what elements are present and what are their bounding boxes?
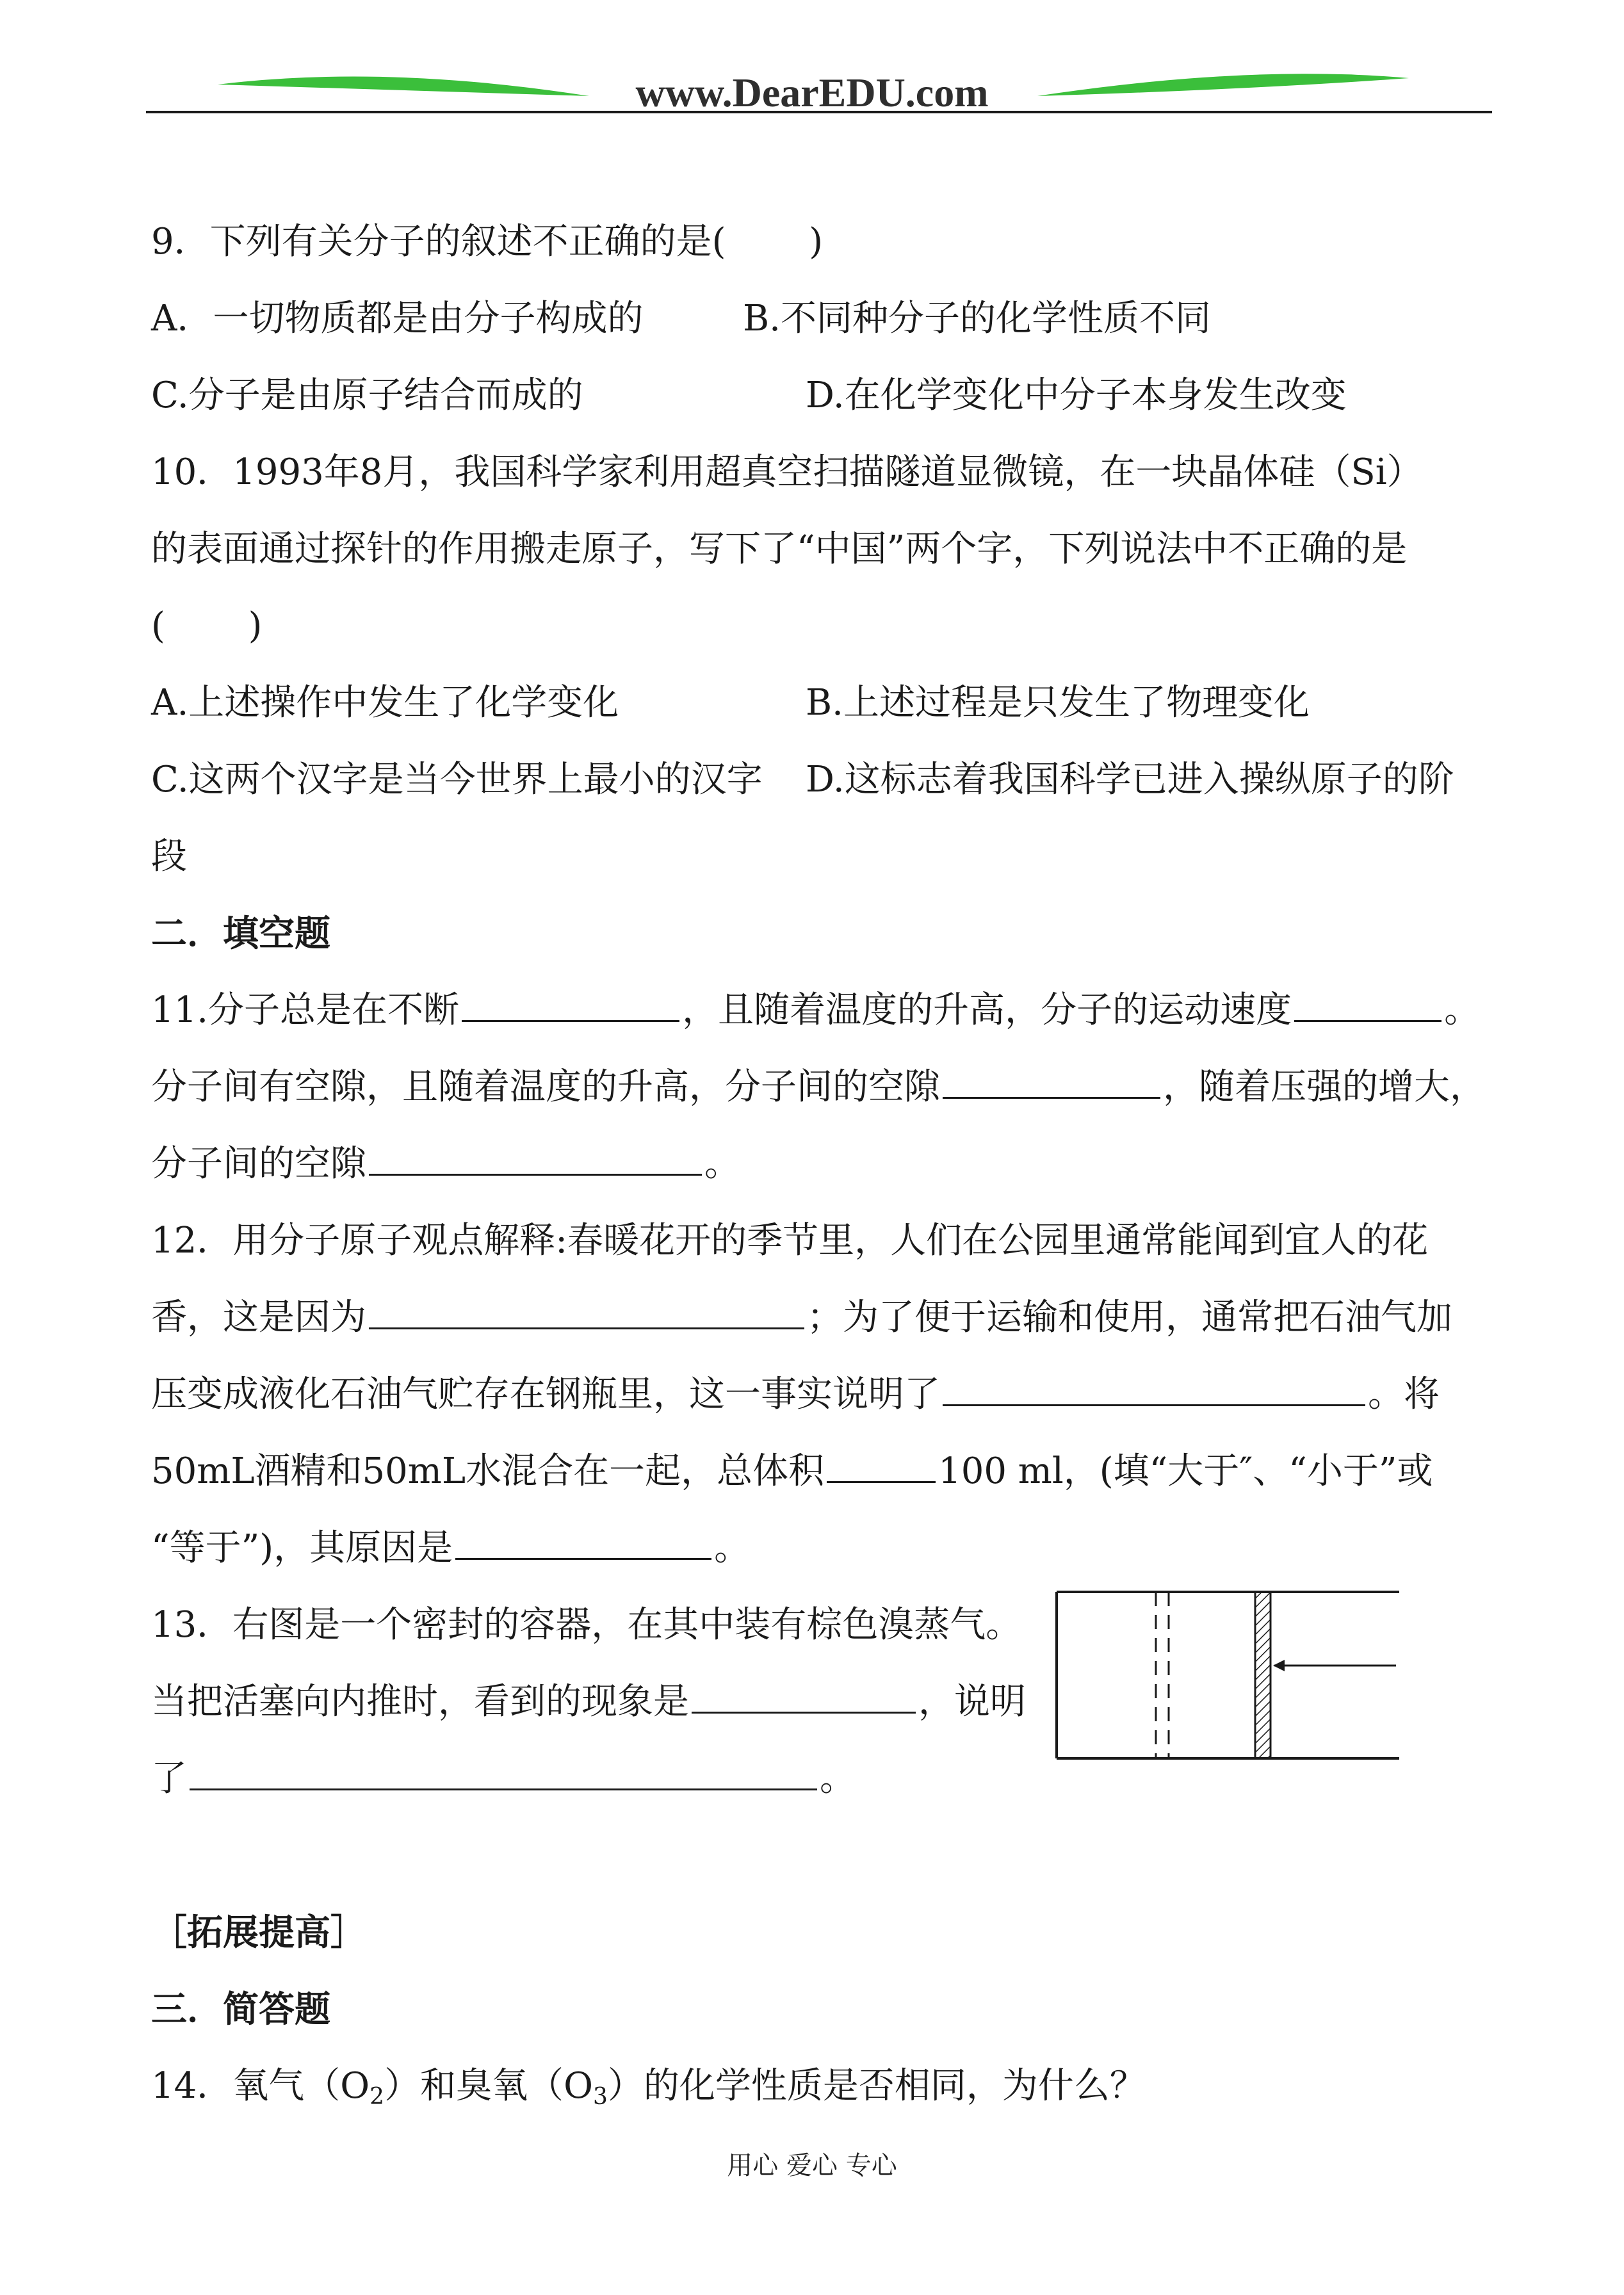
section2-title: 二．填空题 — [151, 912, 330, 955]
q10-option-d: D.这标志着我国科学已进入操纵原子的阶 — [806, 759, 1454, 800]
q10-line3: ( ) — [151, 605, 263, 647]
q11-text: ，随着压强的增大， — [1163, 1066, 1486, 1108]
q14-line — [151, 2048, 1496, 2125]
answer-blank[interactable] — [1294, 980, 1441, 1022]
q12-line5 — [151, 1510, 1496, 1587]
q9-option-c: C.分子是由原子结合而成的 — [151, 375, 583, 416]
q11-text: ，且随着温度的升高，分子的运动速度 — [682, 989, 1292, 1031]
document-body — [151, 204, 1496, 2125]
q9-option-d: D.在化学变化中分子本身发生改变 — [806, 375, 1347, 416]
answer-blank[interactable] — [827, 1441, 936, 1483]
q13-line1: 13．右图是一个密封的容器，在其中装有棕色溴蒸气。 — [151, 1604, 1022, 1646]
site-name: www.DearEDU.com — [635, 70, 989, 115]
answer-blank[interactable] — [692, 1672, 916, 1714]
q10-options-cd — [151, 742, 1496, 818]
q12-line4 — [151, 1433, 1496, 1510]
q12-text: 50mL酒精和50mL水混合在一起，总体积 — [151, 1450, 825, 1492]
answer-blank[interactable] — [462, 980, 679, 1022]
q13-text: 了 — [151, 1758, 187, 1799]
q14-text: ）和臭氧（O — [384, 2065, 593, 2107]
answer-blank[interactable] — [369, 1288, 804, 1329]
q14-text: ）的化学性质是否相同，为什么？ — [607, 2065, 1146, 2107]
q10-option-c: C.这两个汉字是当今世界上最小的汉字 — [151, 759, 763, 800]
answer-blank[interactable] — [943, 1057, 1160, 1099]
q14-subscript: 3 — [593, 2084, 608, 2110]
q11-text: 。 — [704, 1143, 740, 1185]
extend-title: ［拓展提高］ — [151, 1911, 366, 1954]
q9-options-ab — [151, 280, 1496, 357]
q11-text: 。 — [1444, 989, 1481, 1031]
q12-text: 香，这是因为 — [151, 1297, 366, 1338]
page-footer: 用心 爱心 专心 — [727, 2151, 897, 2180]
q10-option-a: A.上述操作中发生了化学变化 — [151, 682, 619, 724]
q9-option-b: B.不同种分子的化学性质不同 — [743, 298, 1211, 339]
q11-text: 分子间有空隙，且随着温度的升高，分子间的空隙 — [151, 1066, 940, 1108]
q12-line1: 12．用分子原子观点解释:春暖花开的季节里，人们在公园里通常能闻到宜人的花 — [151, 1220, 1429, 1261]
page-header — [0, 0, 1624, 128]
q12-text: 100 ml，(填“大于″、“小于”或 — [938, 1450, 1433, 1492]
answer-blank[interactable] — [943, 1365, 1365, 1406]
q13-text: 。 — [820, 1758, 856, 1799]
q12-text: 压变成液化石油气贮存在钢瓶里，这一事实说明了 — [151, 1374, 940, 1415]
section3-title: 三．简答题 — [151, 1988, 330, 2031]
piston-icon — [1255, 1592, 1271, 1758]
q11-text: 分子间的空隙 — [151, 1143, 366, 1185]
q10-line2: 的表面通过探针的作用搬走原子，写下了“中国”两个字，下列说法中不正确的是 — [151, 528, 1408, 570]
q11-line2 — [151, 1049, 1496, 1126]
q13-text: ，说明 — [918, 1681, 1026, 1723]
q12-text: 。 — [714, 1527, 751, 1569]
q10-option-b: B.上述过程是只发生了物理变化 — [806, 682, 1310, 724]
q10-option-d-cont: 段 — [151, 836, 187, 877]
q10-options-ab — [151, 665, 1496, 742]
answer-blank[interactable] — [190, 1749, 817, 1790]
answer-blank[interactable] — [455, 1518, 711, 1560]
q9-stem: 9．下列有关分子的叙述不正确的是( ) — [151, 221, 824, 263]
q12-text: ；为了便于运输和使用，通常把石油气加 — [807, 1297, 1452, 1338]
q13-text: 当把活塞向内推时，看到的现象是 — [151, 1681, 689, 1723]
q11-line3 — [151, 1126, 1496, 1203]
left-swoosh-icon — [218, 77, 589, 96]
q12-line2 — [151, 1279, 1496, 1356]
q14-text: 14．氧气（O — [151, 2065, 370, 2107]
answer-blank[interactable] — [369, 1134, 702, 1176]
q12-line3 — [151, 1356, 1496, 1433]
spacer — [151, 1817, 1496, 1894]
q9-option-a: A．一切物质都是由分子构成的 — [151, 298, 644, 339]
header-banner — [0, 0, 1624, 128]
q11-text: 11.分子总是在不断 — [151, 989, 460, 1031]
q12-text: 。将 — [1368, 1374, 1440, 1415]
q9-options-cd — [151, 357, 1496, 434]
q14-subscript: 2 — [369, 2084, 385, 2110]
right-swoosh-icon — [1037, 74, 1409, 96]
container-diagram — [1050, 1585, 1409, 1765]
q10-line1: 10．1993年8月，我国科学家利用超真空扫描隧道显微镜，在一块晶体硅（Si） — [151, 451, 1423, 493]
q11-line1 — [151, 972, 1496, 1049]
container-diagram-svg — [1050, 1585, 1409, 1765]
arrow-head-icon — [1273, 1660, 1285, 1671]
q12-text: “等于”)，其原因是 — [151, 1527, 453, 1569]
